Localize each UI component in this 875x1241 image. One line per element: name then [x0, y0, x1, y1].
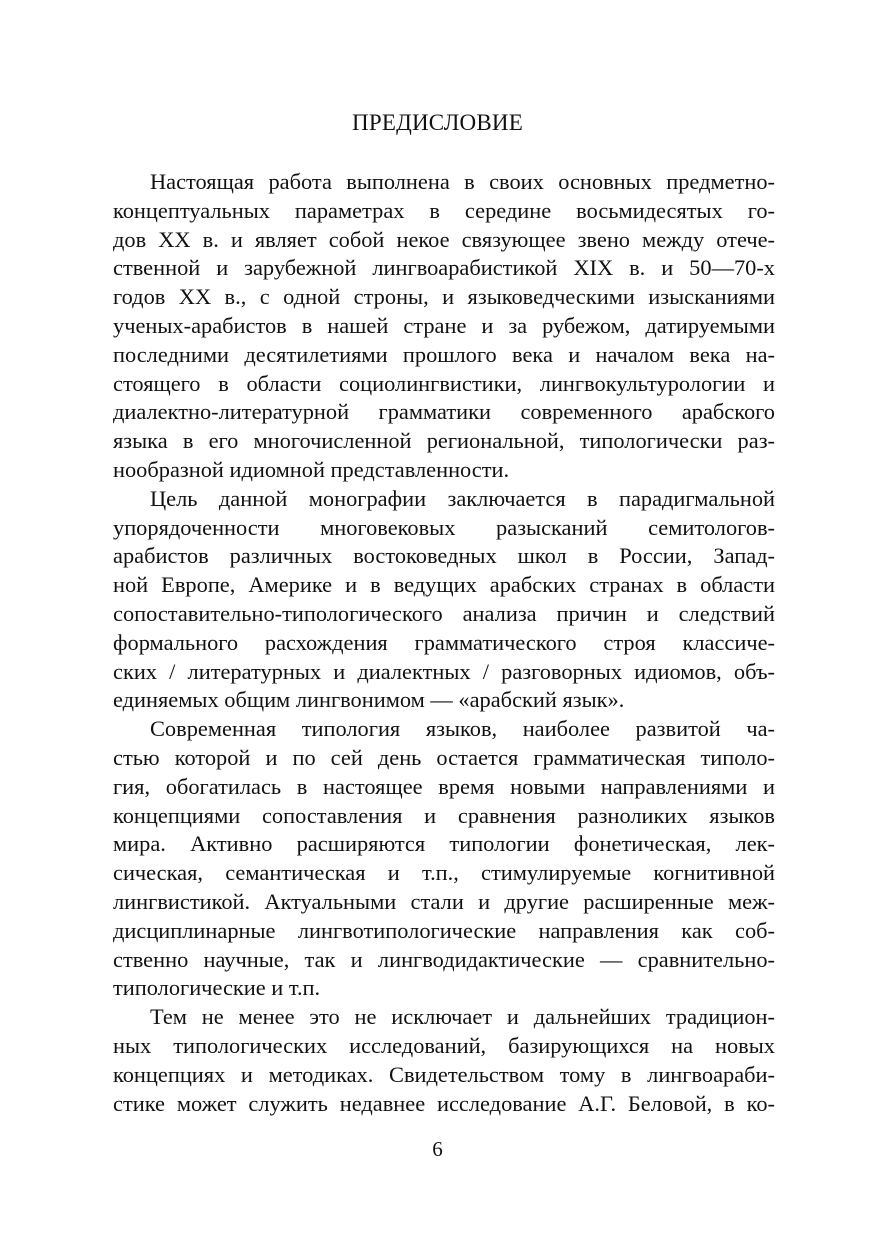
paragraph — [113, 485, 775, 715]
text-line: ских / литературных и диалектных / разговорных идиомов, объ- — [113, 658, 775, 684]
text-line: концептуальных параметрах в середине восьмидесятых го- — [113, 197, 775, 223]
text-body — [113, 168, 775, 1118]
text-line: дисциплинарные лингвотипологические направления как соб- — [113, 917, 775, 943]
text-line: лингвистикой. Актуальными стали и другие расширенные меж- — [113, 888, 775, 914]
text-line: ных типологических исследований, базирующихся на новых — [113, 1032, 775, 1058]
text-line: ной Европе, Америке и в ведущих арабских странах в области — [113, 572, 775, 598]
text-line: дов XX в. и являет собой некое связующее звено между отече- — [113, 226, 775, 252]
text-line: арабистов различных востоковедных школ в России, Запад- — [113, 543, 775, 569]
text-line: упорядоченности многовековых разысканий семитологов- — [113, 514, 775, 540]
text-line: гия, обогатилась в настоящее время новыми направлениями и — [113, 773, 775, 799]
text-line: ственной и зарубежной лингвоарабистикой XIX в. и 50—70-х — [113, 255, 775, 281]
page-title: ПРЕДИСЛОВИЕ — [352, 110, 523, 135]
paragraph — [113, 168, 775, 485]
text-line: стью которой и по сей день остается грамматическая типоло- — [113, 744, 775, 770]
text-line: Современная типология языков, наиболее развитой ча- — [150, 716, 775, 742]
text-line: Цель данной монографии заключается в парадигмальной — [150, 485, 775, 511]
text-line: единяемых общим лингвонимом — «арабский язык». — [113, 687, 625, 713]
text-line: ственно научные, так и лингводидактические — сравнительно- — [113, 946, 775, 972]
text-line: диалектно-литературной грамматики современного арабского — [113, 399, 775, 425]
text-line: стоящего в области социолингвистики, лингвокультурологии и — [113, 370, 775, 396]
paragraph — [113, 715, 775, 1003]
text-line: годов XX в., с одной строны, и языковедческими изысканиями — [113, 284, 775, 310]
text-line: сическая, семантическая и т.п., стимулируемые когнитивной — [113, 860, 775, 886]
text-line: мира. Активно расширяются типологии фонетическая, лек- — [113, 831, 775, 857]
text-line: Тем не менее это не исключает и дальнейших традицион- — [150, 1004, 775, 1030]
text-line: сопоставительно-типологического анализа причин и следствий — [113, 600, 775, 626]
text-line: нообразной идиомной представленности. — [113, 456, 510, 482]
text-line: типологические и т.п. — [113, 975, 321, 1001]
text-line: ученых-арабистов в нашей стране и за рубежом, датируемыми — [113, 312, 775, 338]
page-number: 6 — [432, 1137, 443, 1161]
text-line: стике может служить недавнее исследование А.Г. Беловой, в ко- — [113, 1090, 775, 1116]
text-line: концепциях и методиках. Свидетельством тому в лингвоараби- — [113, 1061, 775, 1087]
text-line: концепциями сопоставления и сравнения разноликих языков — [113, 802, 775, 828]
text-line: Настоящая работа выполнена в своих основных предметно- — [150, 169, 775, 194]
paragraph — [113, 1003, 775, 1118]
text-line: формального расхождения грамматического строя классиче- — [113, 629, 775, 655]
text-line: последними десятилетиями прошлого века и началом века на- — [113, 341, 775, 367]
text-line: языка в его многочисленной региональной, типологически раз- — [113, 428, 775, 454]
